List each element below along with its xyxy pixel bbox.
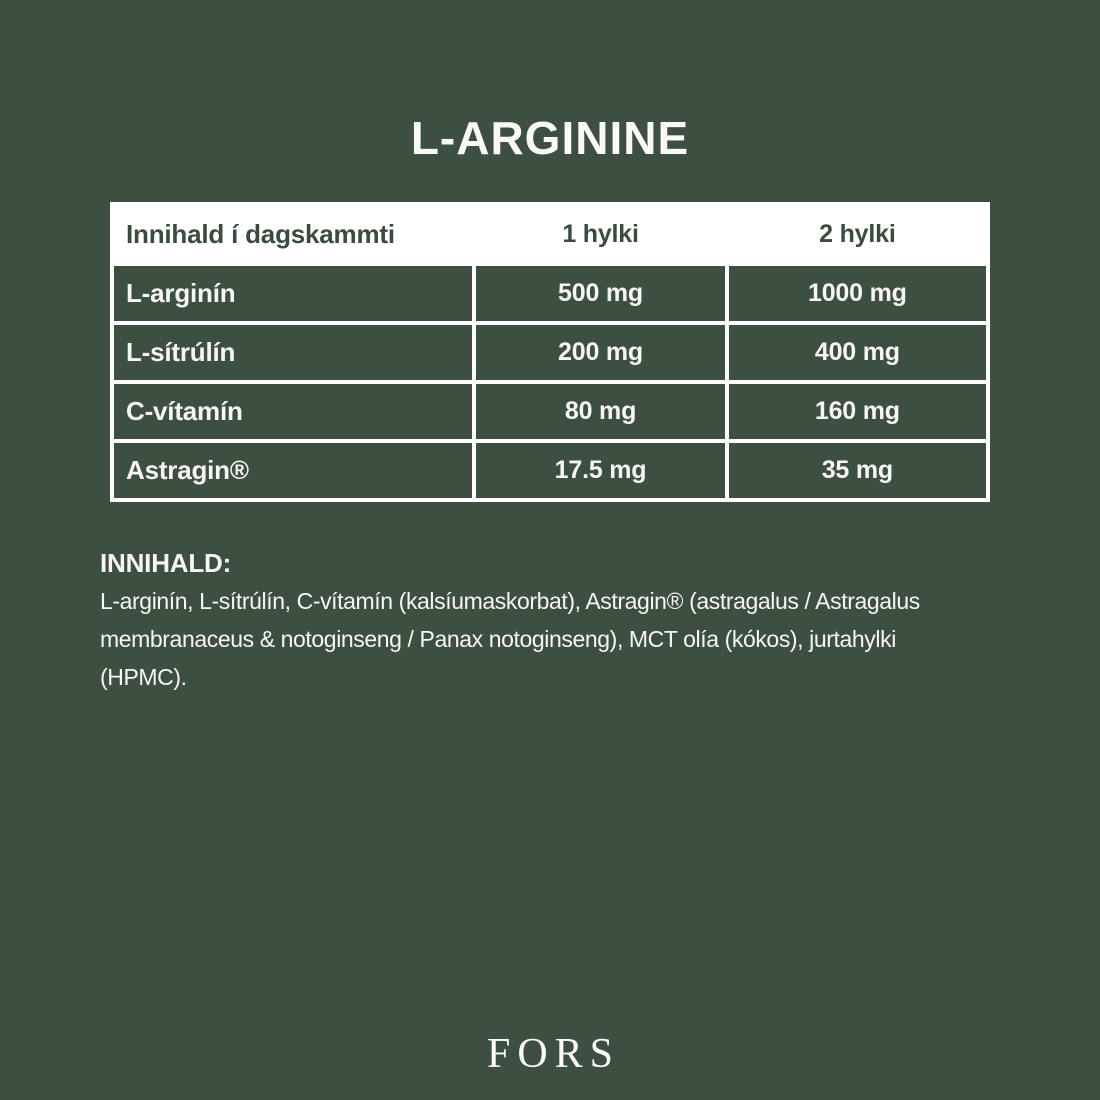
table-row-value-astragin-1: 17.5 mg: [476, 443, 724, 498]
ingredients-heading: INNIHALD:: [100, 548, 232, 578]
ingredients-line-3: (HPMC).: [100, 664, 187, 690]
table-row-value-c-vitamin-1: 80 mg: [476, 384, 724, 439]
ingredients-line-1: L-arginín, L-sítrúlín, C-vítamín (kalsíumaskorbat), Astragin® (astragalus / Astragalus: [100, 588, 920, 614]
table-row-name-c-vitamin: C-vítamín: [114, 384, 472, 439]
table-header-ingredient: Innihald í dagskammti: [114, 206, 472, 262]
ingredients-section: [100, 544, 1000, 696]
table-row-value-l-arginin-1: 500 mg: [476, 266, 724, 321]
table-row-name-l-arginin: L-arginín: [114, 266, 472, 321]
table-row-value-l-arginin-2: 1000 mg: [729, 266, 986, 321]
table-row-value-c-vitamin-2: 160 mg: [729, 384, 986, 439]
table-row-name-l-sitrulin: L-sítrúlín: [114, 325, 472, 380]
table-row-value-l-sitrulin-1: 200 mg: [476, 325, 724, 380]
supplement-facts-table: [110, 202, 990, 502]
table-row-value-l-sitrulin-2: 400 mg: [729, 325, 986, 380]
table-row-name-astragin: Astragin®: [114, 443, 472, 498]
table-header-1-capsule: 1 hylki: [476, 206, 724, 262]
table-header-2-capsules: 2 hylki: [729, 206, 986, 262]
brand-logo: FORS: [486, 1031, 621, 1077]
table-row-value-astragin-2: 35 mg: [729, 443, 986, 498]
ingredients-line-2: membranaceus & notoginseng / Panax notoginseng), MCT olía (kókos), jurtahylki: [100, 626, 896, 652]
page-title: L-ARGININE: [410, 112, 690, 164]
